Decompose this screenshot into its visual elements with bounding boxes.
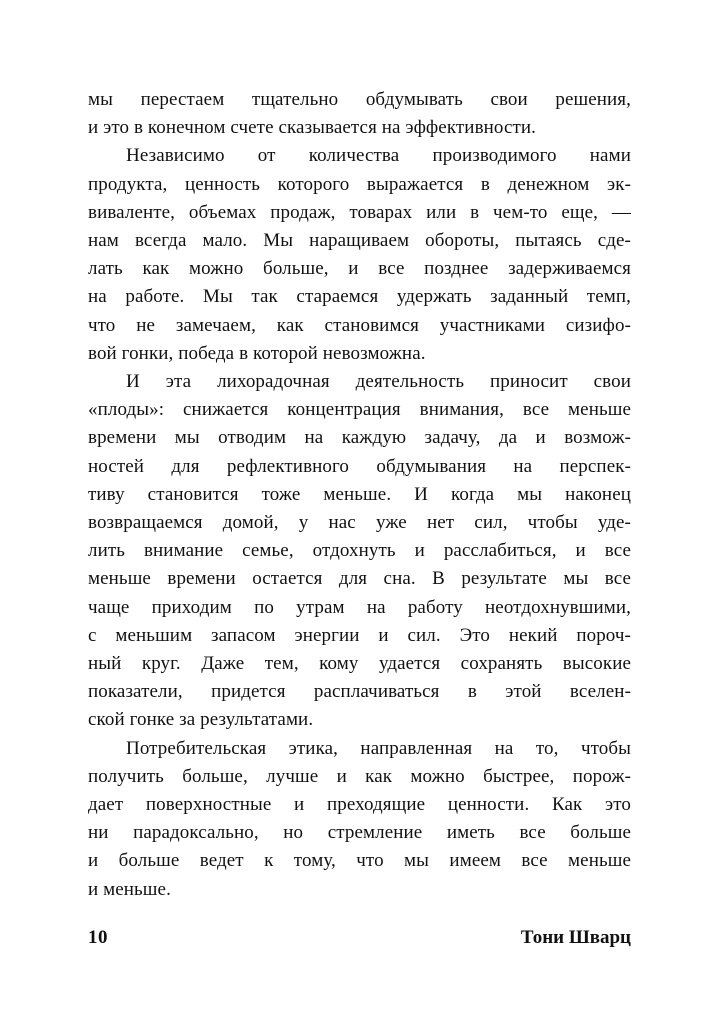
text-line: и меньше. <box>88 878 171 900</box>
text-line: возвращаемся домой, у нас уже нет сил, чтобы уде- <box>88 512 631 534</box>
text-line: И эта лихорадочная деятельность приносит свои <box>126 371 631 393</box>
paragraph <box>88 368 631 735</box>
text-line: Потребительская этика, направленная на то, чтобы <box>126 737 631 759</box>
text-line: что не замечаем, как становимся участниками сизифо- <box>88 314 631 336</box>
text-line: лать как можно больше, и все позднее задерживаемся <box>88 258 631 280</box>
text-line: мы перестаем тщательно обдумывать свои решения, <box>88 89 631 110</box>
text-line: и больше ведет к тому, что мы имеем все меньше <box>88 850 631 872</box>
page-number: 10 <box>88 927 108 948</box>
text-line: дает поверхностные и преходящие ценности. Как это <box>88 794 631 816</box>
paragraph <box>88 142 631 368</box>
text-line: ской гонке за результатами. <box>88 709 314 731</box>
paragraph <box>88 735 631 904</box>
text-line: времени мы отводим на каждую задачу, да и возмож- <box>88 427 631 449</box>
text-line: тиву становится тоже меньше. И когда мы наконец <box>88 483 631 505</box>
text-line: меньше времени остается для сна. В результате мы все <box>88 568 631 590</box>
text-line: показатели, придется расплачиваться в этой вселен- <box>88 681 631 703</box>
text-line: и это в конечном счете сказывается на эффективности. <box>88 117 537 139</box>
text-line: получить больше, лучше и как можно быстрее, порож- <box>88 765 631 787</box>
text-line: чаще приходим по утрам на работу неотдохнувшими, <box>88 596 631 618</box>
text-line: лить внимание семье, отдохнуть и расслабиться, и все <box>88 540 631 562</box>
text-line: ный круг. Даже тем, кому удается сохранять высокие <box>88 653 631 675</box>
text-line: ностей для рефлективного обдумывания на перспек- <box>88 455 631 477</box>
text-line: нам всегда мало. Мы наращиваем обороты, пытаясь сде- <box>88 230 631 252</box>
text-line: вой гонки, победа в которой невозможна. <box>88 342 426 364</box>
text-line: «плоды»: снижается концентрация внимания, все меньше <box>88 399 631 421</box>
text-line: на работе. Мы так стараемся удержать заданный темп, <box>88 286 631 308</box>
text-line: Независимо от количества производимого нами <box>126 145 631 167</box>
paragraph <box>88 86 631 142</box>
text-line: виваленте, объемах продаж, товарах или в чем-то еще, — <box>88 201 631 223</box>
text-line: с меньшим запасом энергии и сил. Это некий пороч- <box>88 624 631 646</box>
body-text-block <box>88 86 631 904</box>
text-line: продукта, ценность которого выражается в денежном эк- <box>88 173 631 195</box>
page-footer <box>88 927 631 949</box>
author-running-title: Тони Шварц <box>520 927 631 948</box>
text-line: ни парадоксально, но стремление иметь все больше <box>88 822 631 844</box>
